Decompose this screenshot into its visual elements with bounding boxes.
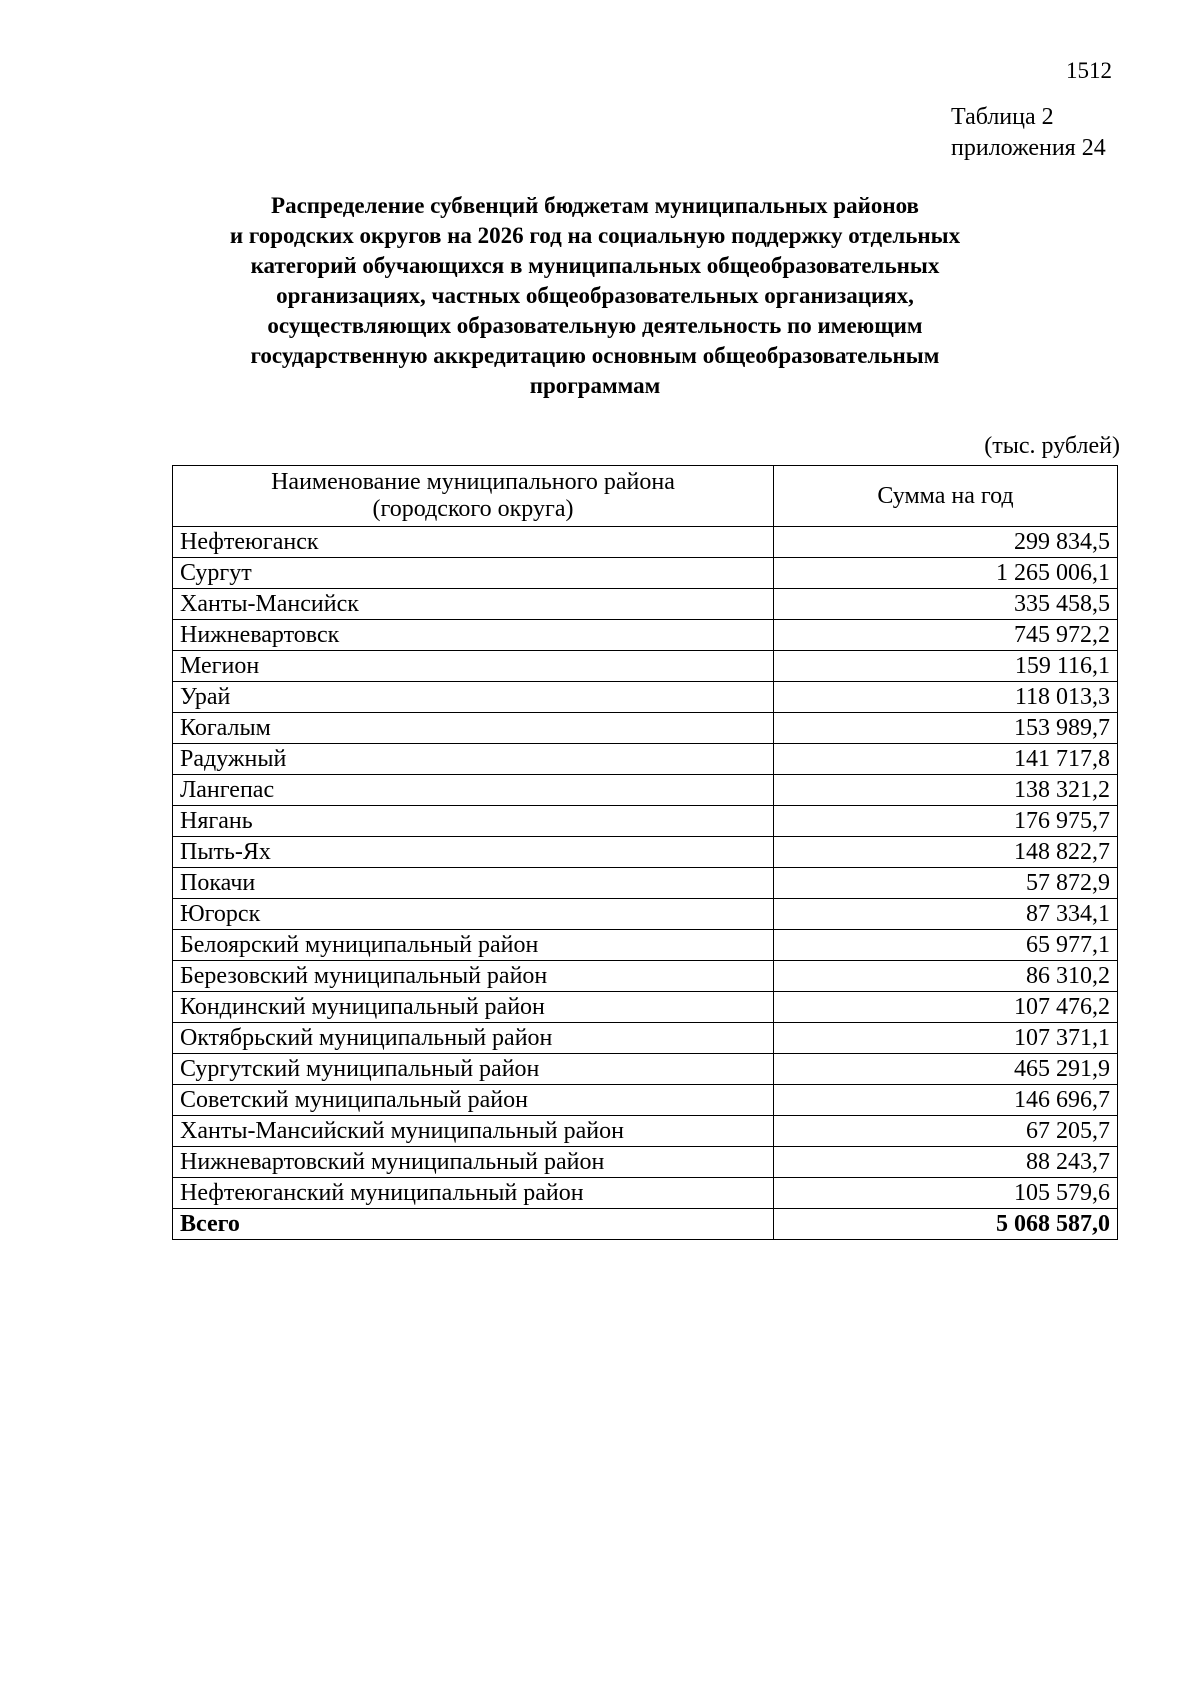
annual-sum-cell: 57 872,9 — [774, 868, 1118, 899]
annual-sum-cell: 148 822,7 — [774, 837, 1118, 868]
municipality-name-cell: Лангепас — [173, 775, 774, 806]
table-header-row — [173, 466, 1118, 527]
table-row — [173, 1116, 1118, 1147]
annual-sum-cell: 146 696,7 — [774, 1085, 1118, 1116]
municipality-name-cell: Нижневартовск — [173, 620, 774, 651]
annual-sum-cell: 88 243,7 — [774, 1147, 1118, 1178]
municipality-name-cell: Мегион — [173, 651, 774, 682]
table-row — [173, 1147, 1118, 1178]
table-caption — [951, 102, 1106, 164]
annual-sum-cell: 335 458,5 — [774, 589, 1118, 620]
annual-sum-cell: 67 205,7 — [774, 1116, 1118, 1147]
municipality-name-cell: Нефтеюганск — [173, 527, 774, 558]
municipality-name-cell: Нягань — [173, 806, 774, 837]
table-row — [173, 930, 1118, 961]
annual-sum-cell: 141 717,8 — [774, 744, 1118, 775]
municipality-name-cell: Покачи — [173, 868, 774, 899]
units-label: (тыс. рублей) — [984, 433, 1120, 459]
page-number: 1512 — [1066, 58, 1112, 83]
table-row — [173, 744, 1118, 775]
annual-sum-cell: 105 579,6 — [774, 1178, 1118, 1209]
table-row — [173, 558, 1118, 589]
municipality-name-cell: Пыть-Ях — [173, 837, 774, 868]
annual-sum-cell: 107 476,2 — [774, 992, 1118, 1023]
municipality-name-cell: Радужный — [173, 744, 774, 775]
title-line: организациях, частных общеобразовательных организациях, — [276, 283, 914, 308]
table-row — [173, 1023, 1118, 1054]
table-row — [173, 651, 1118, 682]
header-sum: Сумма на год — [774, 466, 1118, 527]
table-row — [173, 589, 1118, 620]
municipality-name-cell: Нижневартовский муниципальный район — [173, 1147, 774, 1178]
annual-sum-cell: 153 989,7 — [774, 713, 1118, 744]
title-line: и городских округов на 2026 год на социальную поддержку отдельных — [229, 223, 961, 248]
total-sum-cell: 5 068 587,0 — [774, 1209, 1118, 1240]
document-title — [140, 191, 1050, 401]
annual-sum-cell: 1 265 006,1 — [774, 558, 1118, 589]
municipality-name-cell: Кондинский муниципальный район — [173, 992, 774, 1023]
table-row — [173, 682, 1118, 713]
table-row — [173, 899, 1118, 930]
annual-sum-cell: 299 834,5 — [774, 527, 1118, 558]
municipality-name-cell: Советский муниципальный район — [173, 1085, 774, 1116]
title-line: программам — [529, 373, 661, 398]
table-row — [173, 992, 1118, 1023]
municipality-name-cell: Сургутский муниципальный район — [173, 1054, 774, 1085]
table-row — [173, 1085, 1118, 1116]
title-line: осуществляющих образовательную деятельность по имеющим — [267, 313, 923, 338]
table-row — [173, 620, 1118, 651]
municipality-name-cell: Урай — [173, 682, 774, 713]
municipality-name-cell: Белоярский муниципальный район — [173, 930, 774, 961]
table-row — [173, 806, 1118, 837]
table-body — [173, 527, 1118, 1240]
annual-sum-cell: 118 013,3 — [774, 682, 1118, 713]
municipality-name-cell: Нефтеюганский муниципальный район — [173, 1178, 774, 1209]
annual-sum-cell: 107 371,1 — [774, 1023, 1118, 1054]
title-line: государственную аккредитацию основным общеобразовательным — [250, 343, 940, 368]
table-caption-line2: приложения 24 — [951, 135, 1106, 161]
table-row — [173, 1178, 1118, 1209]
annual-sum-cell: 87 334,1 — [774, 899, 1118, 930]
annual-sum-cell: 138 321,2 — [774, 775, 1118, 806]
table-row — [173, 868, 1118, 899]
total-label-cell: Всего — [173, 1209, 774, 1240]
title-line: Распределение субвенций бюджетам муниципальных районов — [271, 193, 919, 218]
header-municipality-line2: (городского округа) — [372, 496, 574, 522]
annual-sum-cell: 65 977,1 — [774, 930, 1118, 961]
municipality-name-cell: Ханты-Мансийск — [173, 589, 774, 620]
table-row — [173, 713, 1118, 744]
annual-sum-cell: 465 291,9 — [774, 1054, 1118, 1085]
table-row — [173, 1054, 1118, 1085]
table-row — [173, 961, 1118, 992]
title-line: категорий обучающихся в муниципальных общеобразовательных — [250, 253, 940, 278]
total-row — [173, 1209, 1118, 1240]
table-row — [173, 837, 1118, 868]
annual-sum-cell: 745 972,2 — [774, 620, 1118, 651]
annual-sum-cell: 159 116,1 — [774, 651, 1118, 682]
municipality-name-cell: Югорск — [173, 899, 774, 930]
table-row — [173, 775, 1118, 806]
table-caption-line1: Таблица 2 — [951, 104, 1054, 130]
header-municipality — [173, 466, 774, 527]
annual-sum-cell: 86 310,2 — [774, 961, 1118, 992]
municipality-name-cell: Когалым — [173, 713, 774, 744]
municipality-name-cell: Октябрьский муниципальный район — [173, 1023, 774, 1054]
municipality-name-cell: Березовский муниципальный район — [173, 961, 774, 992]
header-municipality-line1: Наименование муниципального района — [271, 469, 675, 495]
annual-sum-cell: 176 975,7 — [774, 806, 1118, 837]
table-row — [173, 527, 1118, 558]
municipality-name-cell: Ханты-Мансийский муниципальный район — [173, 1116, 774, 1147]
municipality-name-cell: Сургут — [173, 558, 774, 589]
subvention-table — [172, 465, 1118, 1240]
